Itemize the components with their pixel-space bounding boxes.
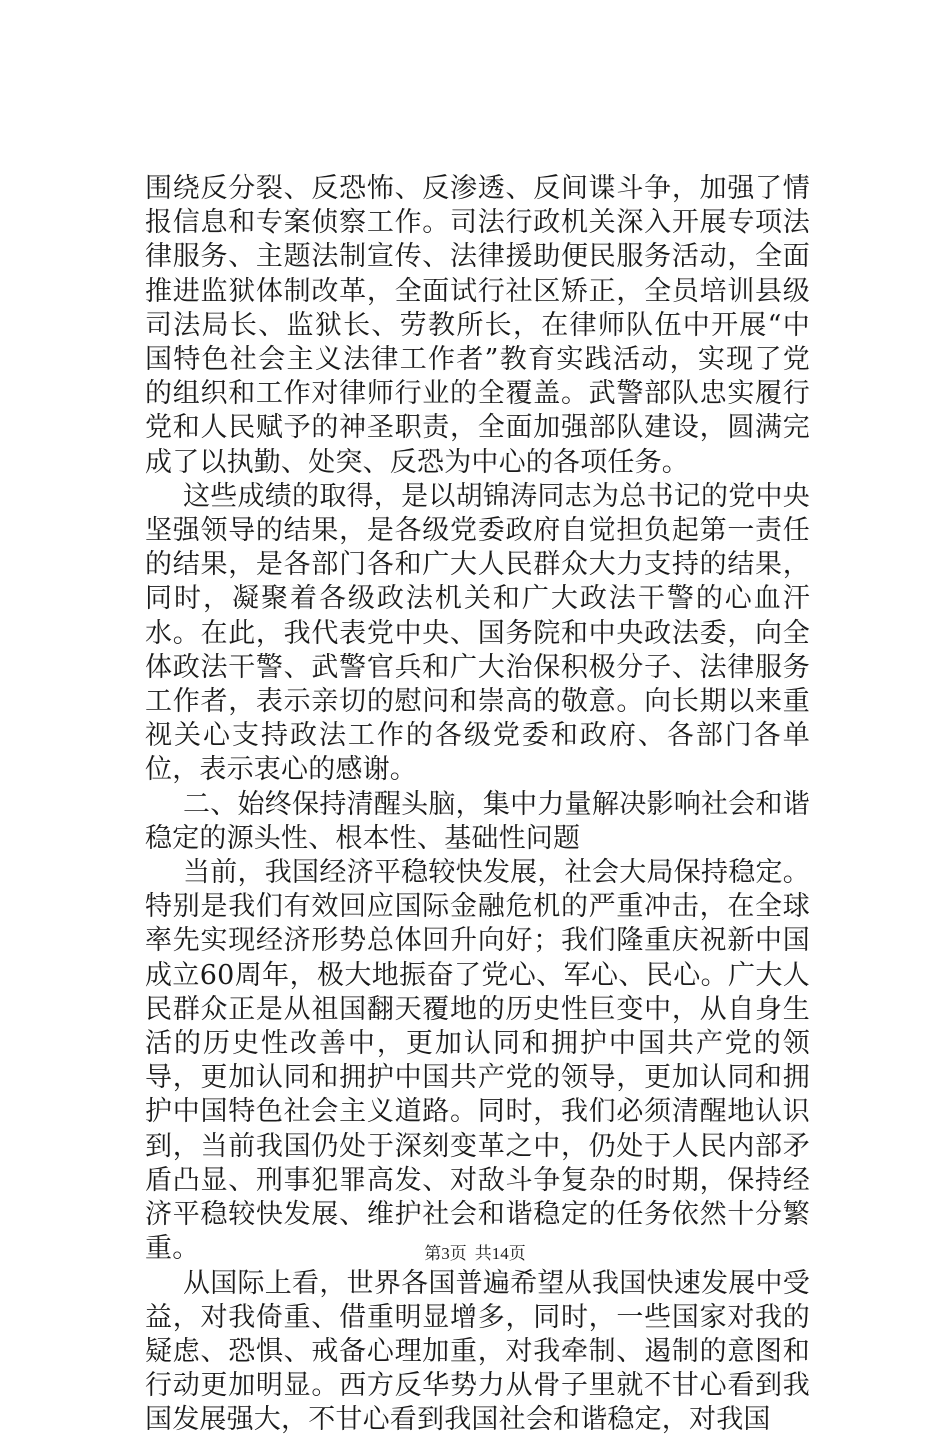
paragraph-2: 这些成绩的取得，是以胡锦涛同志为总书记的党中央坚强领导的结果，是各级党委政府自觉担负起第一责任的结果，是各部门各和广大人民群众大力支持的结果，同时，凝聚着各级政法机关和广大政法干警的心血汗水。在此，我代表党中央、国务院和中央政法委，向全体政法干警、武警官兵和广大治保积极分子、法律服务工作者，表示亲切的慰问和崇高的敬意。向长期以来重视关心支持政法工作的各级党委和政府、各部门各单位，表示衷心的感谢。 — [145, 480, 810, 786]
page-footer — [0, 1244, 950, 1264]
paragraph-4: 从国际上看，世界各国普遍希望从我国快速发展中受益，对我倚重、借重明显增多，同时，一些国家对我的疑虑、恐惧、戒备心理加重，对我牵制、遏制的意图和行动更加明显。西方反华势力从骨子里就不甘心看到我国发展强大，不甘心看到我国社会和谐稳定，对我国 — [145, 1267, 810, 1436]
page-number: 第3页 — [424, 1244, 467, 1263]
section-heading: 二、始终保持清醒头脑，集中力量解决影响社会和谐稳定的源头性、根本性、基础性问题 — [145, 788, 810, 854]
paragraph-3: 当前，我国经济平稳较快发展，社会大局保持稳定。特别是我们有效回应国际金融危机的严重冲击，在全球率先实现经济形势总体回升向好；我们隆重庆祝新中国成立60周年，极大地振奋了党心、军心、民心。广大人民群众正是从祖国翻天覆地的历史性巨变中，从自身生活的历史性改善中，更加认同和拥护中国共产党的领导，更加认同和拥护中国共产党的领导，更加认同和拥护中国特色社会主义道路。同时，我们必须清醒地认识到，当前我国仍处于深刻变革之中，仍处于人民内部矛盾凸显、刑事犯罪高发、对敌斗争复杂的时期，保持经济平稳较快发展、维护社会和谐稳定的任务依然十分繁重。 — [145, 857, 810, 1265]
paragraph-1: 围绕反分裂、反恐怖、反渗透、反间谍斗争，加强了情报信息和专案侦察工作。司法行政机关深入开展专项法律服务、主题法制宣传、法律援助便民服务活动，全面推进监狱体制改革，全面试行社区矫正，全员培训县级司法局长、监狱长、劳教所长，在律师队伍中开展“中国特色社会主义法律工作者”教育实践活动，实现了党的组织和工作对律师行业的全覆盖。武警部队忠实履行党和人民赋予的神圣职责，全面加强部队建设，圆满完成了以执勤、处突、反恐为中心的各项任务。 — [145, 173, 810, 478]
page-total: 共14页 — [474, 1244, 526, 1263]
